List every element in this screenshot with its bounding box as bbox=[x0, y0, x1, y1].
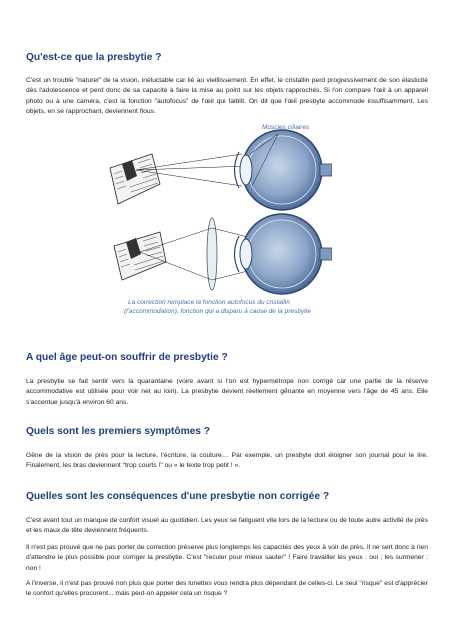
paragraph-consequences-2: Il n'est pas prouvé que ne pas porter de correction préserve plus longtemps les capacités des yeux à voir de près. Il ne sert donc à rien d'attendre le plus possible pour corriger la presbytie. C'est "reculer pour mieux sauter" ! Faire travailler les yeux : oui ; les surmener : non ! bbox=[26, 544, 428, 572]
ciliary-muscles-label: Muscles ciliaires bbox=[262, 124, 310, 131]
paragraph-symptoms: Gêne de la vision de près pour la lecture, l'écriture, la couture… Par exemple, un presbyte doit éloigner son journal pour le lire. Finalement, les bras deviennent "trop courts !" ou « le texte trop petit ! ». bbox=[26, 452, 428, 470]
section-title-what-is: Qu'est-ce que la presbytie ? bbox=[26, 52, 162, 63]
paragraph-what-is: C'est un trouble "naturel" de la vision, inéluctable car lié au vieillissement. En effet, le cristallin perd progressivement de son élasticité dès l'adolescence et perd donc de sa capacité à faire la mise au point sur les objets rapprochés. Si l'on compare l'œil à un appareil photo ou à une caméra, c'est la fonction "autofocus" de l'œil qui faiblit. On dit que l'œil presbyte accommode insuffisamment. Les objets, en se rapprochant, deviennent flous. bbox=[26, 77, 428, 115]
presbyopia-eye-diagram bbox=[100, 124, 332, 324]
paragraph-consequences-3: A l'inverse, il n'est pas prouvé non plus que porter des lunettes vous rendra plus dépendant de celles-ci. Le seul "risque" est d'apprécier le confort qu'elles procurent... mais peut-on appeler cela un risque ? bbox=[26, 580, 428, 598]
book-icon-bottom bbox=[114, 232, 166, 280]
eye-diagram-svg bbox=[100, 124, 332, 324]
section-title-age: A quel âge peut-on souffrir de presbytie ? bbox=[26, 352, 228, 363]
section-title-symptoms: Quels sont les premiers symptômes ? bbox=[26, 426, 211, 437]
eye-icon-top bbox=[235, 130, 333, 210]
section-title-consequences: Quelles sont les conséquences d'une presbytie non corrigée ? bbox=[26, 491, 330, 502]
figure-caption-line-1: La correction remplace la fonction autofocus du cristallin bbox=[128, 299, 290, 306]
eye-icon-bottom bbox=[235, 214, 333, 294]
paragraph-consequences-1: C'est avant tout un manque de confort visuel au quotidien. Les yeux se fatiguent vite lors de la lecture ou de toute autre activité de près et les maux de tête deviennent fréquents. bbox=[26, 517, 428, 535]
book-icon-top bbox=[110, 154, 160, 204]
paragraph-age: La presbytie se fait sentir vers la quarantaine (voire avant si l'on est hypermétrope non corrigé car une partie de la réserve accommodative est utilisée pour voir net au loin). La presbytie devient réellement gênante en moyenne vers l'âge de 45 ans. Elle s'accentue jusqu'à environ 60 ans. bbox=[26, 378, 428, 406]
figure-caption-line-2: (l'accommodation), fonction qui a disparu à cause de la presbytie bbox=[124, 308, 311, 315]
